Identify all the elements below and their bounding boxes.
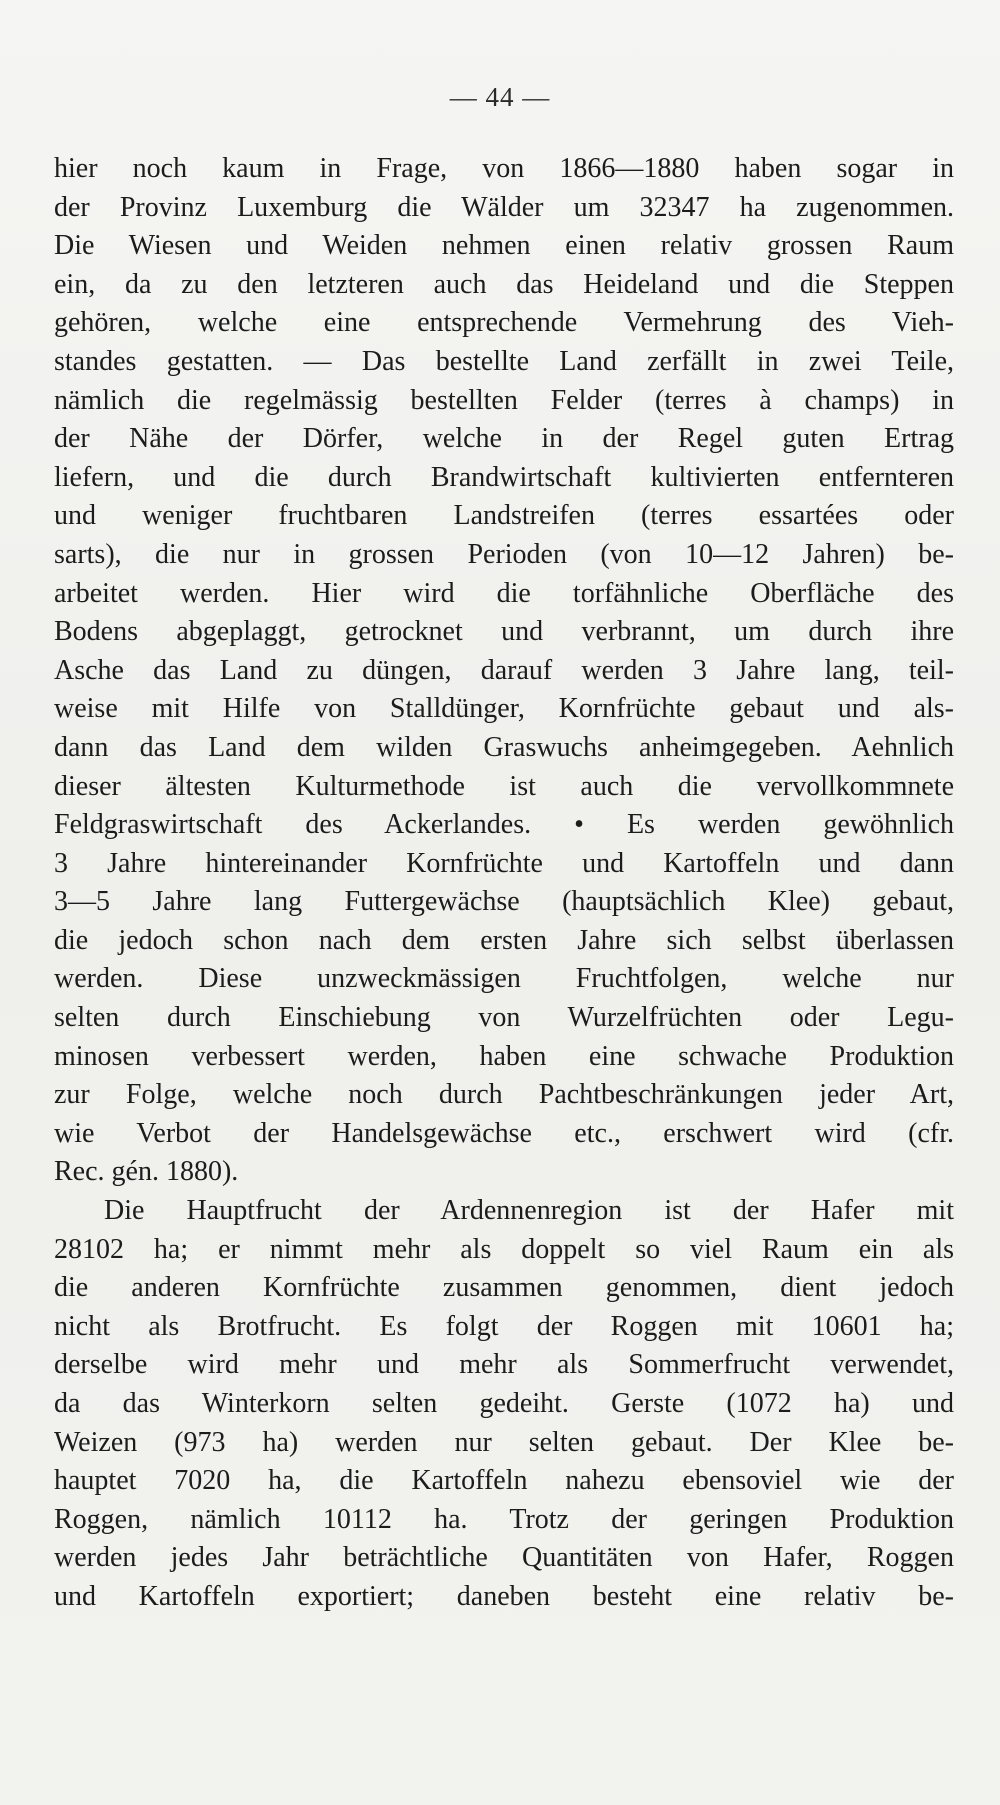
text-line: standes gestatten. — Das bestellte Land zerfällt in zwei Teile,: [54, 345, 954, 377]
text-line: die anderen Kornfrüchte zusammen genommen, dient jedoch: [54, 1272, 954, 1304]
text-line: Roggen, nämlich 10112 ha. Trotz der geringen Produktion: [54, 1503, 954, 1535]
text-line: selten durch Einschiebung von Wurzelfrüchten oder Legu-: [54, 1002, 954, 1034]
text-line: 28102 ha; er nimmt mehr als doppelt so viel Raum ein als: [54, 1233, 954, 1265]
paragraph-1: [54, 150, 954, 1192]
text-line: Asche das Land zu düngen, darauf werden 3 Jahre lang, teil-: [54, 654, 954, 686]
text-line: da das Winterkorn selten gedeiht. Gerste (1072 ha) und: [54, 1388, 954, 1419]
text-line: Feldgraswirtschaft des Ackerlandes. • Es werden gewöhnlich: [54, 809, 954, 841]
text-line: Die Hauptfrucht der Ardennenregion ist der Hafer mit: [104, 1195, 954, 1227]
body-text: [54, 150, 954, 1617]
text-line: der Provinz Luxemburg die Wälder um 32347 ha zugenommen.: [54, 191, 954, 223]
text-line: dieser ältesten Kulturmethode ist auch die vervollkommnete: [54, 770, 954, 802]
text-line: hauptet 7020 ha, die Kartoffeln nahezu ebensoviel wie der: [54, 1465, 954, 1497]
text-line: Die Wiesen und Weiden nehmen einen relativ grossen Raum: [54, 230, 954, 262]
text-line: 3 Jahre hintereinander Kornfrüchte und Kartoffeln und dann: [54, 847, 954, 879]
text-line: hier noch kaum in Frage, von 1866—1880 haben sogar in: [54, 153, 954, 184]
text-line: Rec. gén. 1880).: [54, 1156, 239, 1188]
text-line: die jedoch schon nach dem ersten Jahre sich selbst überlassen: [54, 924, 954, 956]
text-line: zur Folge, welche noch durch Pachtbeschränkungen jeder Art,: [54, 1079, 954, 1111]
text-line: gehören, welche eine entsprechende Vermehrung des Vieh-: [54, 307, 954, 339]
text-line: dann das Land dem wilden Graswuchs anheimgegeben. Aehnlich: [54, 731, 954, 763]
text-line: der Nähe der Dörfer, welche in der Regel guten Ertrag: [54, 423, 954, 455]
text-line: nämlich die regelmässig bestellten Felder (terres à champs) in: [54, 384, 954, 416]
text-line: Weizen (973 ha) werden nur selten gebaut. Der Klee be-: [54, 1426, 954, 1458]
text-line: und weniger fruchtbaren Landstreifen (terres essartées oder: [54, 500, 954, 532]
text-line: derselbe wird mehr und mehr als Sommerfrucht verwendet,: [54, 1349, 954, 1381]
text-line: wie Verbot der Handelsgewächse etc., erschwert wird (cfr.: [54, 1117, 954, 1149]
paragraph-2: [54, 1192, 954, 1617]
text-line: 3—5 Jahre lang Futtergewächse (hauptsächlich Klee) gebaut,: [54, 886, 954, 918]
text-line: werden. Diese unzweckmässigen Fruchtfolgen, welche nur: [54, 963, 954, 995]
text-line: sarts), die nur in grossen Perioden (von 10—12 Jahren) be-: [54, 538, 954, 570]
text-line: minosen verbessert werden, haben eine schwache Produktion: [54, 1040, 954, 1072]
text-line: liefern, und die durch Brandwirtschaft kultivierten entfernteren: [54, 461, 954, 493]
text-line: arbeitet werden. Hier wird die torfähnliche Oberfläche des: [54, 577, 954, 609]
text-line: und Kartoffeln exportiert; daneben besteht eine relativ be-: [54, 1580, 954, 1612]
text-line: ein, da zu den letzteren auch das Heideland und die Steppen: [54, 268, 954, 300]
text-line: weise mit Hilfe von Stalldünger, Kornfrüchte gebaut und als-: [54, 693, 954, 725]
text-line: werden jedes Jahr beträchtliche Quantitäten von Hafer, Roggen: [54, 1542, 954, 1574]
page-number: — 44 —: [449, 82, 551, 112]
text-line: Bodens abgeplaggt, getrocknet und verbrannt, um durch ihre: [54, 616, 954, 648]
text-line: nicht als Brotfrucht. Es folgt der Roggen mit 10601 ha;: [54, 1310, 954, 1342]
